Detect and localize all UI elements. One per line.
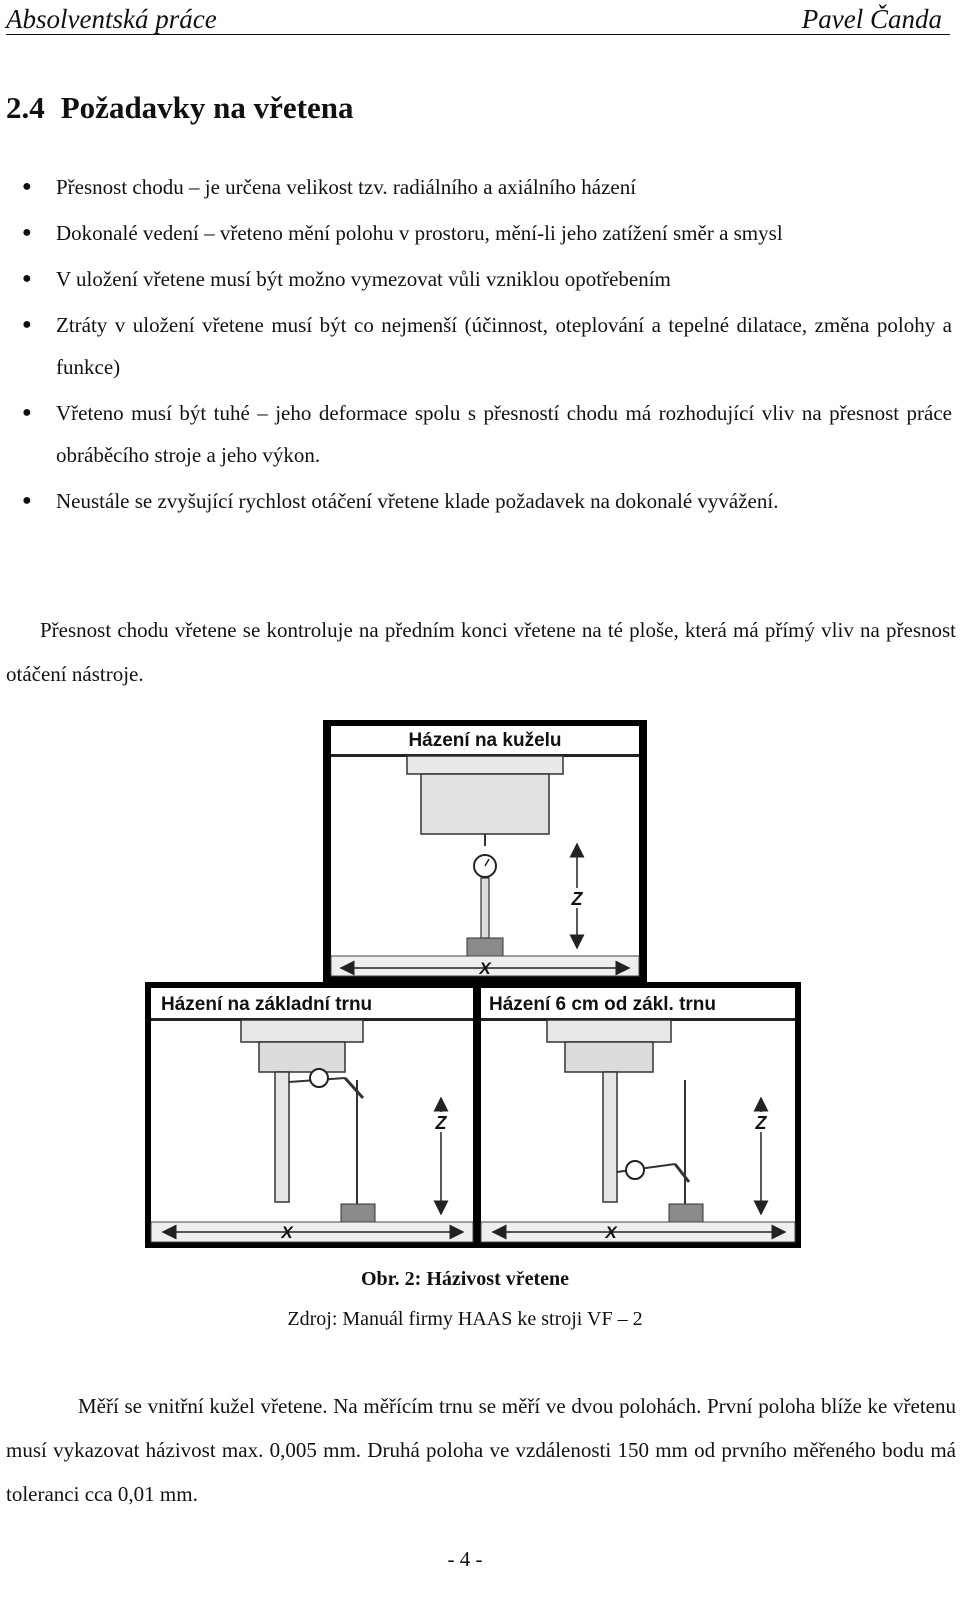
list-item-text: Ztráty v uložení vřetene musí být co nejmenší (účinnost, oteplování a tepelné dilatace, změna polohy a funkce) — [56, 313, 952, 379]
panel-taper-runout — [323, 720, 647, 982]
figure-source: Zdroj: Manuál firmy HAAS ke stroji VF – 2 — [287, 1308, 643, 1330]
list-item — [0, 258, 956, 300]
list-item-text: Přesnost chodu – je určena velikost tzv. radiálního a axiálního házení — [56, 175, 637, 199]
list-item — [0, 304, 956, 388]
paragraph-measurement: Měří se vnitřní kužel vřetene. Na měřícím trnu se měří ve dvou polohách. První poloha blíže ke vřetenu musí vykazovat házivost max. 0,005 mm. Druhá poloha ve vzdálenosti 150 mm od prvního měřeného bodu má toleranci cca 0,01 mm. — [6, 1394, 956, 1506]
section-number: 2.4 — [6, 90, 45, 125]
axis-x-label: X — [281, 1223, 293, 1242]
axis-z-label: Z — [755, 1113, 767, 1133]
header-title: Absolventská práce — [6, 4, 217, 34]
panel-6cm-runout — [475, 982, 801, 1248]
axis-z-label: Z — [571, 889, 583, 909]
list-item — [0, 392, 956, 476]
list-item-text: Vřeteno musí být tuhé – jeho deformace spolu s přesností chodu má rozhodující vliv na přesnost práce obráběcího stroje a jeho výkon. — [56, 401, 952, 467]
list-item — [0, 480, 956, 522]
section-heading — [6, 90, 354, 126]
bullet-icon: ● — [22, 224, 32, 241]
panel-title-taper: Házení na kuželu — [408, 730, 562, 751]
header-author: Pavel Čanda — [801, 4, 942, 34]
bullet-icon: ● — [22, 492, 32, 509]
list-item-text: Dokonalé vedení – vřeteno mění polohu v prostoru, mění-li jeho zatížení směr a smysl — [56, 221, 783, 245]
requirements-list — [0, 166, 956, 526]
list-item — [0, 212, 956, 254]
page-header — [6, 4, 950, 35]
panel-title-base-mandrel: Házení na základní trnu — [161, 994, 373, 1015]
panel-base-mandrel-runout — [145, 982, 479, 1248]
axis-x-label: X — [479, 959, 491, 978]
figure-caption: Obr. 2: Házivost vřetene — [360, 1268, 570, 1290]
panel-title-6cm: Házení 6 cm od zákl. trnu — [489, 994, 716, 1015]
list-item — [0, 166, 956, 208]
axis-z-label: Z — [435, 1113, 447, 1133]
bullet-icon: ● — [22, 270, 32, 287]
list-item-text: V uložení vřetene musí být možno vymezovat vůli vzniklou opotřebením — [56, 267, 671, 291]
page-number: - 4 - — [447, 1547, 483, 1571]
runout-figure — [145, 720, 801, 1248]
bullet-icon: ● — [22, 178, 32, 195]
bullet-icon: ● — [22, 404, 32, 421]
section-title: Požadavky na vřetena — [60, 90, 354, 125]
list-item-text: Neustále se zvyšující rychlost otáčení vřetene klade požadavek na dokonalé vyvážení. — [56, 489, 779, 513]
paragraph-runout-check: Přesnost chodu vřetene se kontroluje na předním konci vřetene na té ploše, která má přímý vliv na přesnost otáčení nástroje. — [6, 618, 956, 686]
axis-x-label: X — [605, 1223, 617, 1242]
bullet-icon: ● — [22, 316, 32, 333]
